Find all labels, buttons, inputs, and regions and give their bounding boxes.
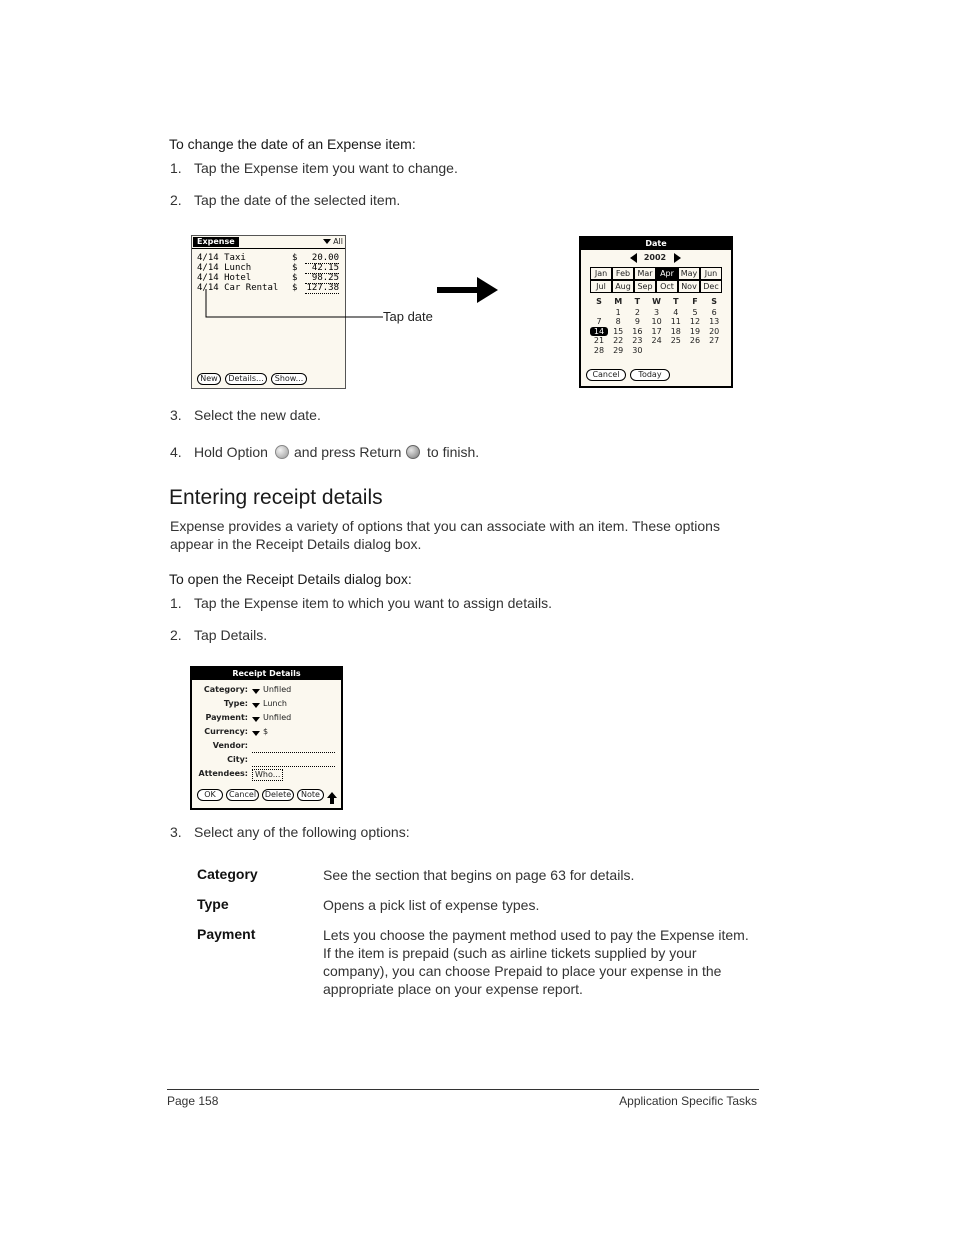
currency-dropdown-icon (252, 731, 260, 736)
category-field[interactable]: Category: Unfiled (203, 685, 292, 694)
month-mar[interactable]: Mar (634, 267, 656, 280)
expense-title: Expense (193, 237, 239, 247)
weekday-label: S (596, 297, 602, 306)
day-cell[interactable]: 10 (651, 317, 662, 327)
details-button[interactable]: Details... (225, 373, 267, 385)
day-cell[interactable]: 5 (692, 308, 698, 317)
option-term-payment: Payment (197, 926, 256, 942)
day-cell[interactable]: 29 (613, 345, 624, 355)
day-cell[interactable]: 28 (593, 345, 605, 355)
weekday-label: M (614, 297, 623, 306)
cancel-button[interactable]: Cancel (586, 369, 626, 381)
today-button[interactable]: Today (630, 369, 670, 381)
day-cell[interactable]: 9 (634, 317, 640, 327)
footer-section-title: Application Specific Tasks (619, 1094, 757, 1108)
return-key-icon (406, 445, 420, 459)
attendees-field: Attendees: Who... (192, 769, 341, 783)
category-filter[interactable]: All (323, 237, 343, 247)
option-desc-type: Opens a pick list of expense types. (323, 897, 540, 913)
category-dropdown-icon (252, 689, 260, 694)
prev-year-icon[interactable] (630, 253, 638, 263)
vendor-field: Vendor: (192, 741, 341, 755)
currency-field[interactable]: Currency: $ (204, 727, 269, 736)
day-cell[interactable]: 24 (651, 336, 662, 346)
tap-date-callout: Tap date (383, 309, 433, 324)
step-2-tap-details: 2. Tap Details. (170, 627, 268, 643)
payment-field[interactable]: Payment: Unfiled (205, 713, 292, 722)
weekday-label: T (673, 297, 679, 306)
step-4-hold-option: 4. Hold Option and press Return to finish. (170, 444, 480, 460)
month-may[interactable]: May (678, 267, 700, 280)
option-term-type: Type (197, 896, 229, 912)
day-cell[interactable]: 25 (670, 336, 681, 346)
receipt-details-screen (190, 666, 343, 810)
step-1-tap-item: 1. Tap the Expense item to which you want to assign details. (170, 595, 552, 611)
delete-button[interactable]: Delete (262, 789, 294, 801)
month-nov[interactable]: Nov (678, 280, 700, 293)
type-dropdown-icon (252, 703, 260, 708)
day-cell[interactable]: 4 (673, 308, 679, 317)
month-feb[interactable]: Feb (612, 267, 634, 280)
day-cell[interactable]: 27 (709, 336, 720, 346)
day-cell[interactable]: 16 (632, 326, 643, 336)
day-cell[interactable]: 11 (670, 317, 681, 327)
day-cell[interactable]: 15 (613, 326, 624, 336)
expense-row[interactable]: 4/14 Lunch $ 42.15 (197, 263, 339, 273)
vendor-input[interactable] (252, 744, 335, 753)
day-cell[interactable]: 22 (613, 336, 624, 346)
day-cell[interactable]: 30 (632, 345, 643, 355)
expense-row[interactable]: 4/14 Hotel $ 98.25 (197, 273, 339, 283)
day-cell[interactable]: 14 (590, 327, 608, 336)
expense-row[interactable]: 4/14 Car Rental $ 127.38 (197, 283, 339, 293)
month-apr[interactable]: Apr (656, 267, 678, 280)
expense-row[interactable]: 4/14 Taxi $ 20.00 (197, 253, 339, 263)
type-field[interactable]: Type: Lunch (223, 699, 287, 708)
city-field: City: (192, 755, 341, 769)
step-2: 2. Tap the date of the selected item. (170, 192, 401, 208)
cancel-button[interactable]: Cancel (226, 789, 259, 801)
receipt-fields (192, 685, 341, 783)
date-screen (579, 236, 733, 388)
day-cell[interactable]: 1 (615, 308, 621, 317)
ok-button[interactable]: OK (197, 789, 223, 801)
right-arrow-icon (437, 277, 499, 304)
step-3-select-date: 3. Select the new date. (170, 407, 321, 423)
day-cell[interactable]: 26 (689, 336, 701, 346)
date-title: Date (581, 238, 731, 250)
day-cell[interactable]: 23 (632, 336, 643, 346)
option-key-icon (275, 445, 289, 459)
weekday-label: F (692, 297, 698, 306)
weekday-label: S (711, 297, 718, 306)
section-heading-change-date: To change the date of an Expense item: (169, 136, 416, 152)
day-cell[interactable]: 3 (654, 308, 660, 317)
weekday-label: W (652, 297, 661, 306)
section-heading-open-dialog: To open the Receipt Details dialog box: (169, 571, 412, 587)
month-jun[interactable]: Jun (700, 267, 722, 280)
day-cell[interactable]: 13 (709, 317, 720, 327)
show-button[interactable]: Show... (271, 373, 307, 385)
day-cell[interactable]: 18 (670, 326, 681, 336)
day-cell[interactable]: 20 (709, 326, 720, 336)
footer-rule (167, 1089, 759, 1090)
option-desc-payment: Lets you choose the payment method used to pay the Expense item. If the item is prepaid (such as airline tickets supplied by your company), you can choose Prepaid to place your expense in the appropriate place on your expense report. (323, 927, 749, 997)
tap-date-callout-line (190, 285, 390, 325)
month-jan[interactable]: Jan (590, 267, 612, 280)
next-year-icon[interactable] (673, 253, 681, 263)
day-cell[interactable]: 21 (593, 336, 605, 346)
new-button[interactable]: New (197, 373, 221, 385)
day-cell[interactable]: 8 (615, 317, 621, 327)
day-cell[interactable]: 7 (596, 317, 602, 327)
weekday-label: T (634, 297, 641, 306)
day-cell[interactable]: 6 (711, 308, 717, 317)
year-label: 2002 (643, 253, 667, 262)
option-term-category: Category (197, 866, 258, 882)
month-jul[interactable]: Jul (590, 280, 612, 293)
expense-title-bar (192, 236, 345, 249)
month-dec[interactable]: Dec (700, 280, 722, 293)
city-input[interactable] (252, 758, 335, 767)
day-cell[interactable]: 17 (651, 326, 662, 336)
option-desc-category: See the section that begins on page 63 for details. (323, 867, 635, 883)
receipt-details-title: Receipt Details (192, 668, 341, 680)
step-3-select-options: 3. Select any of the following options: (170, 824, 410, 840)
note-button[interactable]: Note (297, 789, 324, 801)
payment-dropdown-icon (252, 717, 260, 722)
day-cell[interactable]: 2 (634, 308, 640, 317)
month-oct[interactable]: Oct (656, 280, 678, 293)
who-button[interactable]: Who... (252, 769, 283, 781)
filter-dropdown-icon (323, 239, 331, 244)
day-cell[interactable]: 12 (689, 317, 701, 327)
day-cell[interactable]: 19 (689, 326, 701, 336)
month-aug[interactable]: Aug (612, 280, 634, 293)
step-1: 1. Tap the Expense item you want to change. (170, 160, 458, 176)
up-arrow-icon[interactable] (327, 792, 337, 804)
footer-page-number: Page 158 (167, 1094, 219, 1108)
month-sep[interactable]: Sep (634, 280, 656, 293)
section-title-receipt-details: Entering receipt details (169, 486, 383, 509)
receipt-details-intro: Expense provides a variety of options that you can associate with an item. These options appear in the Receipt Details dialog box. (170, 518, 720, 552)
